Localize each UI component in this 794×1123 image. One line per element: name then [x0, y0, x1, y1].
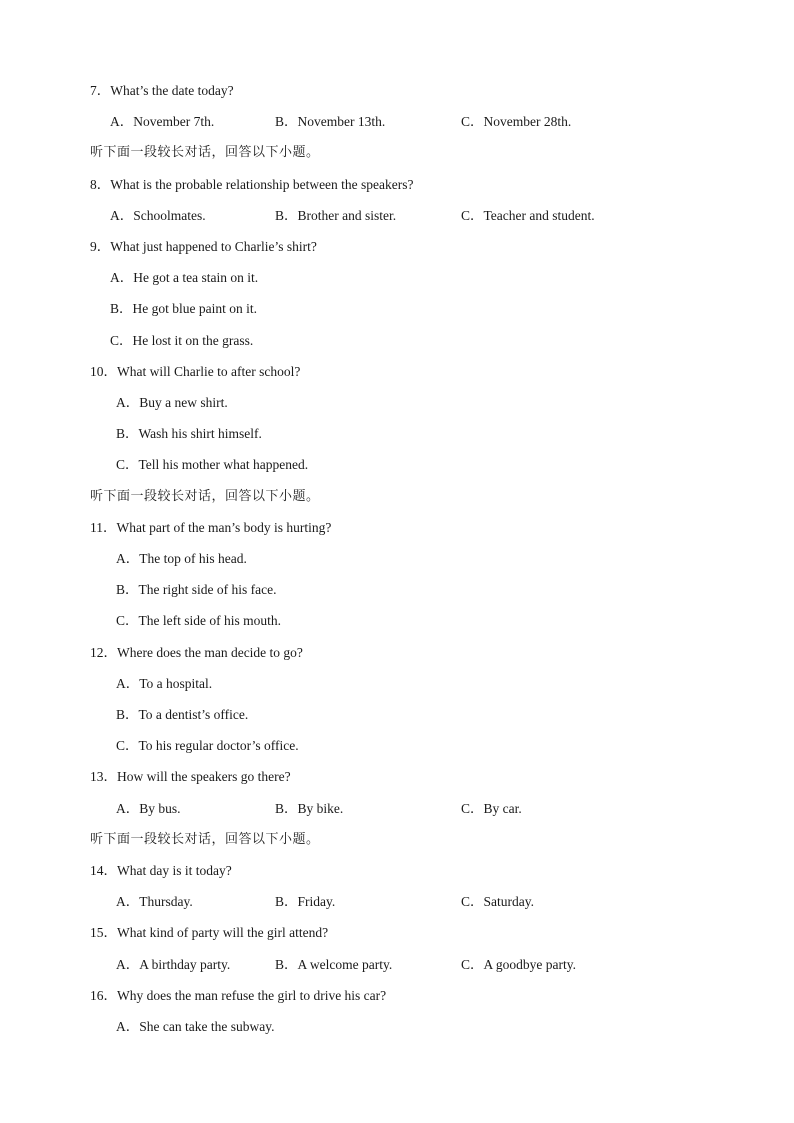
answer-option: C．He lost it on the grass.	[110, 332, 254, 348]
answer-option: B．He got blue paint on it.	[110, 301, 257, 317]
question-stem: 13．How will the speakers go there?	[90, 769, 291, 785]
section-instruction: 听下面一段较长对话，回答以下小题。	[90, 831, 320, 847]
answer-option: C．By car.	[461, 800, 522, 816]
answer-option: C．A goodbye party.	[461, 956, 576, 972]
answer-option: C．Teacher and student.	[461, 207, 595, 223]
answer-option: B．To a dentist’s office.	[116, 707, 249, 722]
answer-option: A．He got a tea stain on it.	[110, 270, 259, 286]
answer-option: C．To his regular doctor’s office.	[116, 738, 299, 754]
question-stem: 16．Why does the man refuse the girl to drive his car?	[90, 987, 387, 1003]
section-instruction: 听下面一段较长对话，回答以下小题。	[90, 488, 320, 504]
answer-option: C．Saturday.	[461, 894, 534, 910]
answer-option: A．The top of his head.	[116, 551, 247, 566]
answer-option: B．A welcome party.	[275, 956, 393, 972]
answer-option: C．Tell his mother what happened.	[116, 457, 309, 473]
question-stem: 12．Where does the man decide to go?	[90, 644, 303, 660]
question-stem: 9．What just happened to Charlie’s shirt?	[90, 239, 317, 254]
answer-option: A．Thursday.	[116, 894, 193, 910]
section-instruction: 听下面一段较长对话，回答以下小题。	[90, 145, 320, 161]
answer-option: A．A birthday party.	[116, 956, 231, 972]
answer-option: B．Friday.	[275, 894, 336, 910]
answer-option: C．November 28th.	[461, 114, 572, 130]
question-stem: 8．What is the probable relationship between the speakers?	[90, 176, 414, 192]
question-stem: 7．What’s the date today?	[90, 83, 234, 98]
answer-option: B．November 13th.	[275, 114, 386, 130]
answer-option: A．November 7th.	[110, 114, 215, 130]
answer-option: A．She can take the subway.	[116, 1019, 275, 1034]
question-stem: 14．What day is it today?	[90, 863, 232, 878]
answer-option: A．Buy a new shirt.	[116, 395, 228, 410]
answer-option: B．Brother and sister.	[275, 207, 397, 223]
answer-option: B．By bike.	[275, 800, 344, 816]
question-stem: 11．What part of the man’s body is hurting?	[90, 519, 332, 535]
answer-option: A．By bus.	[116, 800, 181, 816]
answer-option: A．To a hospital.	[116, 675, 213, 691]
question-stem: 15．What kind of party will the girl attend?	[90, 925, 329, 941]
question-stem: 10．What will Charlie to after school?	[90, 363, 301, 379]
answer-option: B．Wash his shirt himself.	[116, 426, 262, 442]
answer-option: C．The left side of his mouth.	[116, 613, 281, 629]
answer-option: A．Schoolmates.	[110, 207, 206, 223]
answer-option: B．The right side of his face.	[116, 582, 277, 598]
